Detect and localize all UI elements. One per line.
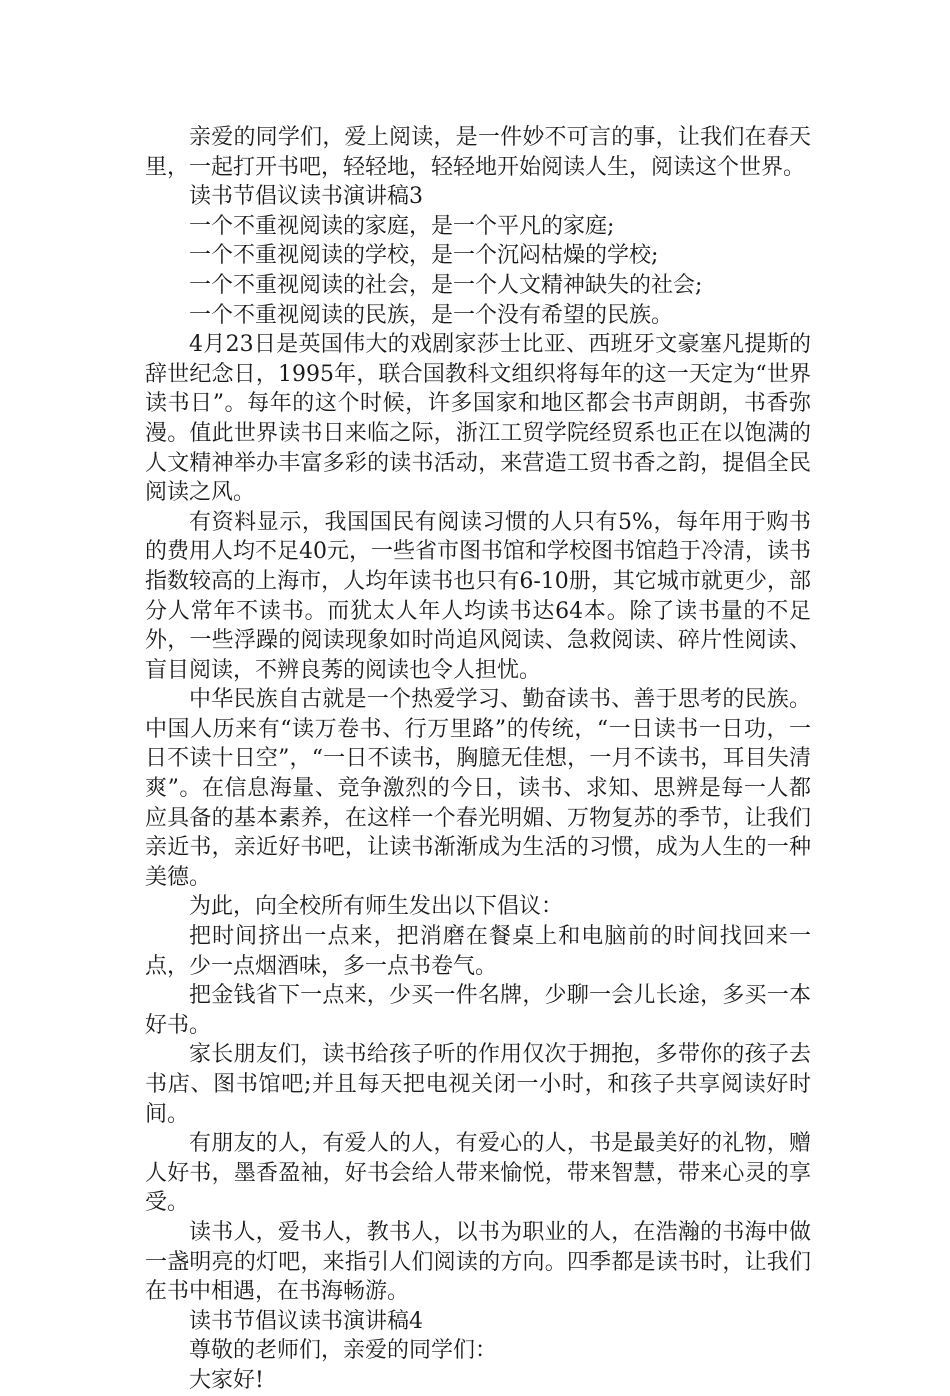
paragraph-nation: 一个不重视阅读的民族，是一个没有希望的民族。 — [189, 302, 674, 328]
paragraph-family: 一个不重视阅读的家庭，是一个平凡的家庭; — [189, 213, 615, 239]
document-body — [145, 123, 811, 1396]
paragraph-salutation: 尊敬的老师们，亲爱的同学们： — [189, 1338, 498, 1364]
paragraph-school: 一个不重视阅读的学校，是一个沉闷枯燥的学校; — [189, 243, 659, 269]
section-heading-speech-4: 读书节倡议读书演讲稿4 — [189, 1308, 423, 1334]
paragraph-proposal-time: 把时间挤出一点来，把消磨在餐桌上和电脑前的时间找回来一点，少一点烟酒味，多一点书卷气。 — [145, 924, 811, 979]
paragraph-proposal-money: 把金钱省下一点来，少买一件名牌，少聊一会儿长途，多买一本好书。 — [145, 983, 811, 1038]
paragraph-greeting: 大家好! — [189, 1367, 264, 1393]
paragraph-proposal-parents: 家长朋友们，读书给孩子听的作用仅次于拥抱，多带你的孩子去书店、图书馆吧;并且每天把电视关闭一小时，和孩子共享阅读好时间。 — [145, 1042, 811, 1127]
paragraph-statistics: 有资料显示，我国国民有阅读习惯的人只有5%，每年用于购书的费用人均不足40元，一些省市图书馆和学校图书馆趋于冷清，读书指数较高的上海市，人均年读书也只有6-10册，其它城市就更少，部分人常年不读书。而犹太人年人均读书达64本。除了读书量的不足外，一些浮躁的阅读现象如时尚追风阅读、急救阅读、碎片性阅读、盲目阅读，不辨良莠的阅读也令人担忧。 — [145, 509, 811, 683]
paragraph-society: 一个不重视阅读的社会，是一个人文精神缺失的社会; — [189, 272, 703, 298]
paragraph-proposal-gift: 有朋友的人，有爱人的人，有爱心的人，书是最美好的礼物，赠人好书，墨香盈袖，好书会给人带来愉悦，带来智慧，带来心灵的享受。 — [145, 1131, 811, 1216]
paragraph-closing-spring: 亲爱的同学们，爱上阅读，是一件妙不可言的事，让我们在春天里，一起打开书吧，轻轻地，轻轻地开始阅读人生，阅读这个世界。 — [145, 125, 811, 180]
paragraph-chinese-tradition: 中华民族自古就是一个热爱学习、勤奋读书、善于思考的民族。中国人历来有“读万卷书、行万里路”的传统，“一日读书一日功，一日不读十日空”，“一日不读书，胸臆无佳想，一月不读书，耳目失清爽”。在信息海量、竞争激烈的今日，读书、求知、思辨是每一人都应具备的基本素养，在这样一个春光明媚、万物复苏的季节，让我们亲近书，亲近好书吧，让读书渐渐成为生活的习惯，成为人生的一种美德。 — [145, 687, 811, 890]
paragraph-proposal-readers: 读书人，爱书人，教书人，以书为职业的人，在浩瀚的书海中做一盏明亮的灯吧，来指引人们阅读的方向。四季都是读书时，让我们在书中相遇，在书海畅游。 — [145, 1219, 811, 1305]
paragraph-world-book-day: 4月23日是英国伟大的戏剧家莎士比亚、西班牙文豪塞凡提斯的辞世纪念日，1995年，联合国教科文组织将每年的这一天定为“世界读书日”。每年的这个时候，许多国家和地区都会书声朗朗，书香弥漫。值此世界读书日来临之际，浙江工贸学院经贸系也正在以饱满的人文精神举办丰富多彩的读书活动，来营造工贸书香之韵，提倡全民阅读之风。 — [145, 332, 811, 506]
section-heading-speech-3: 读书节倡议读书演讲稿3 — [189, 184, 423, 210]
paragraph-proposal-intro: 为此，向全校所有师生发出以下倡议： — [189, 894, 564, 920]
